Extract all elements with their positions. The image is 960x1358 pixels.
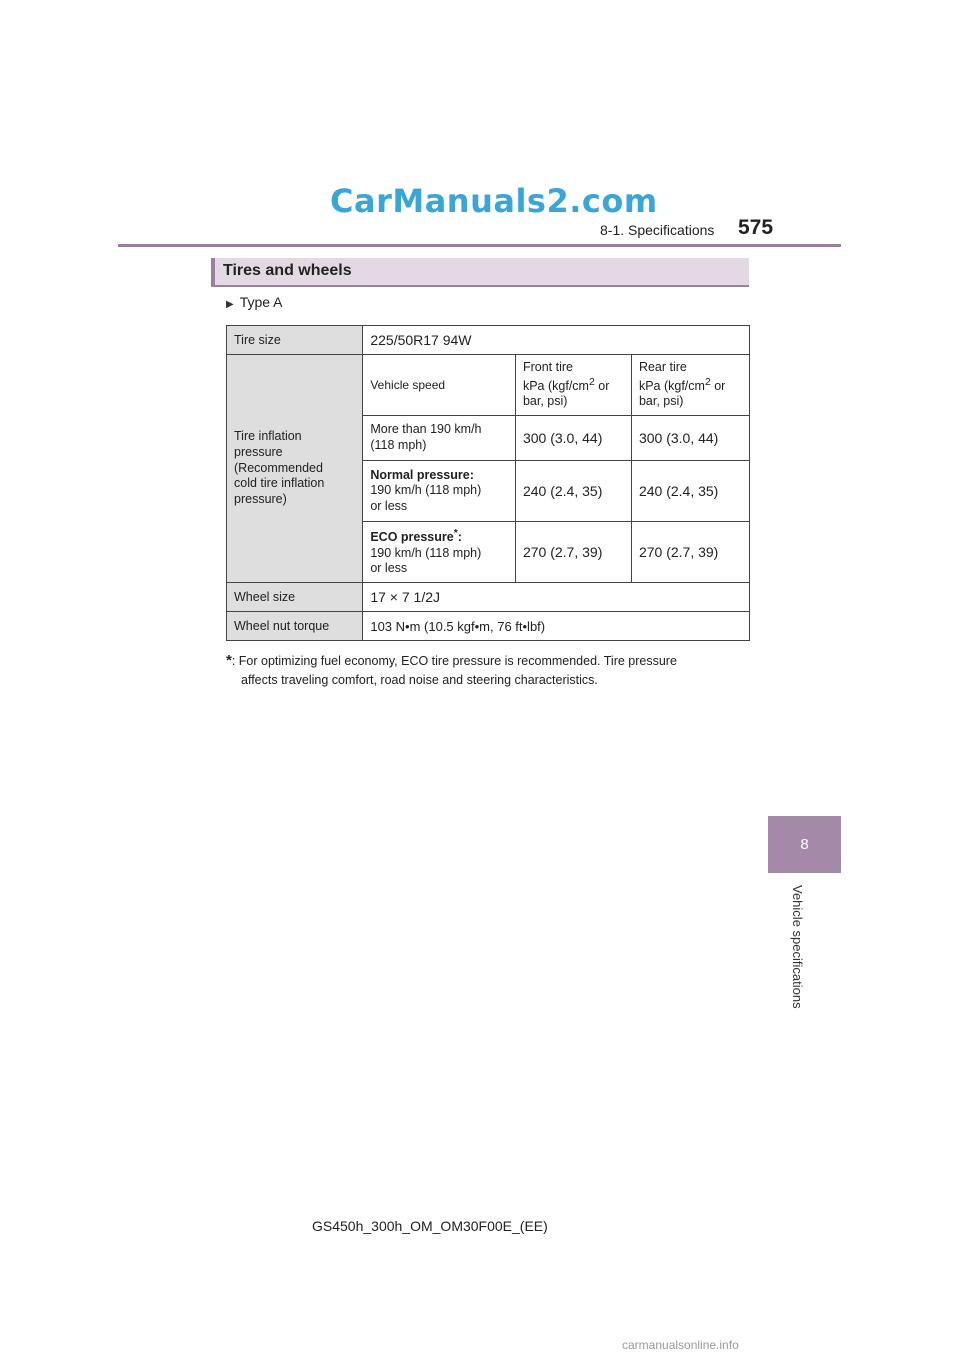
- table-row: [227, 355, 750, 416]
- rear-tire-head-line: kPa (kgf/cm: [638, 378, 705, 393]
- table-row: [227, 326, 750, 355]
- inflation-label-line: Tire inflation: [234, 429, 302, 444]
- rear-pressure-cell: 300 (3.0, 44): [631, 416, 749, 461]
- front-tire-head-line: kPa (kgf/cm: [522, 378, 589, 393]
- chapter-number: 8: [800, 836, 809, 853]
- header-rule: [118, 244, 841, 247]
- speed-cell: [363, 416, 516, 461]
- wheel-size-label: Wheel size: [227, 583, 363, 612]
- watermark-footer: carmanualsonline.info: [622, 1338, 739, 1352]
- front-pressure-cell: 240 (2.4, 35): [515, 461, 631, 522]
- speed-bold-label: ECO pressure: [370, 530, 454, 545]
- footnote-line: affects traveling comfort, road noise and steering characteristics.: [241, 673, 598, 687]
- speed-line: 190 km/h (118 mph): [370, 483, 482, 498]
- watermark-logo: CarManuals2.com: [330, 182, 658, 220]
- section-accent: [211, 258, 215, 285]
- speed-line: or less: [370, 498, 408, 513]
- inflation-label-line: (Recommended: [234, 460, 323, 475]
- table-row: [227, 612, 750, 641]
- wheel-size-value: 17 × 7 1/2J: [363, 583, 750, 612]
- speed-line: (118 mph): [370, 438, 427, 452]
- speed-line: More than 190 km/h: [370, 422, 482, 437]
- inflation-label: [227, 355, 363, 583]
- speed-bold-tail: :: [457, 530, 462, 545]
- triangle-bullet-icon: ▶: [226, 299, 234, 310]
- chapter-tab: [768, 816, 841, 873]
- front-tire-header: [515, 355, 631, 416]
- footnote-line: : For optimizing fuel economy, ECO tire pressure is recommended. Tire pressure: [231, 654, 677, 668]
- speed-line: or less: [370, 561, 408, 576]
- rear-tire-header: [631, 355, 749, 416]
- footer-model-code: GS450h_300h_OM_OM30F00E_(EE): [312, 1218, 548, 1234]
- superscript: 2: [704, 376, 711, 388]
- inflation-label-line: pressure: [234, 445, 283, 460]
- front-tire-head-line: bar, psi): [522, 394, 568, 409]
- section-header-bar: [211, 258, 749, 287]
- front-pressure-cell: 300 (3.0, 44): [515, 416, 631, 461]
- type-label: [226, 294, 283, 310]
- speed-cell: [363, 461, 516, 522]
- rear-pressure-cell: 240 (2.4, 35): [631, 461, 749, 522]
- front-tire-head-line: or: [594, 378, 610, 393]
- rear-tire-head-line: Rear tire: [638, 359, 687, 374]
- tire-size-label: Tire size: [227, 326, 363, 355]
- rear-tire-head-line: bar, psi): [638, 394, 684, 409]
- wheel-nut-torque-value: 103 N•m (10.5 kgf•m, 76 ft•lbf): [363, 612, 750, 641]
- footnote: [226, 651, 746, 690]
- header-section-title: 8-1. Specifications: [600, 222, 715, 238]
- wheel-nut-torque-label: Wheel nut torque: [227, 612, 363, 641]
- inflation-label-line: pressure): [234, 491, 287, 506]
- tire-size-value: 225/50R17 94W: [363, 326, 750, 355]
- section-title: Tires and wheels: [223, 262, 352, 279]
- rear-pressure-cell: 270 (2.7, 39): [631, 522, 749, 583]
- chapter-title: Vehicle specifications: [790, 885, 805, 1009]
- superscript: 2: [588, 376, 595, 388]
- type-label-text: Type A: [239, 294, 283, 310]
- vehicle-speed-header: Vehicle speed: [363, 355, 516, 416]
- inflation-label-line: cold tire inflation: [234, 476, 325, 491]
- table-row: [227, 583, 750, 612]
- speed-cell: [363, 522, 516, 583]
- footnote-star: *: [226, 652, 232, 669]
- tire-spec-table: [226, 325, 750, 641]
- speed-bold-label: Normal pressure:: [370, 467, 474, 482]
- front-tire-head-line: Front tire: [522, 359, 573, 374]
- front-pressure-cell: 270 (2.7, 39): [515, 522, 631, 583]
- speed-line: 190 km/h (118 mph): [370, 545, 482, 560]
- footnote-star: *: [453, 527, 458, 539]
- page-number: 575: [738, 216, 774, 239]
- rear-tire-head-line: or: [710, 378, 726, 393]
